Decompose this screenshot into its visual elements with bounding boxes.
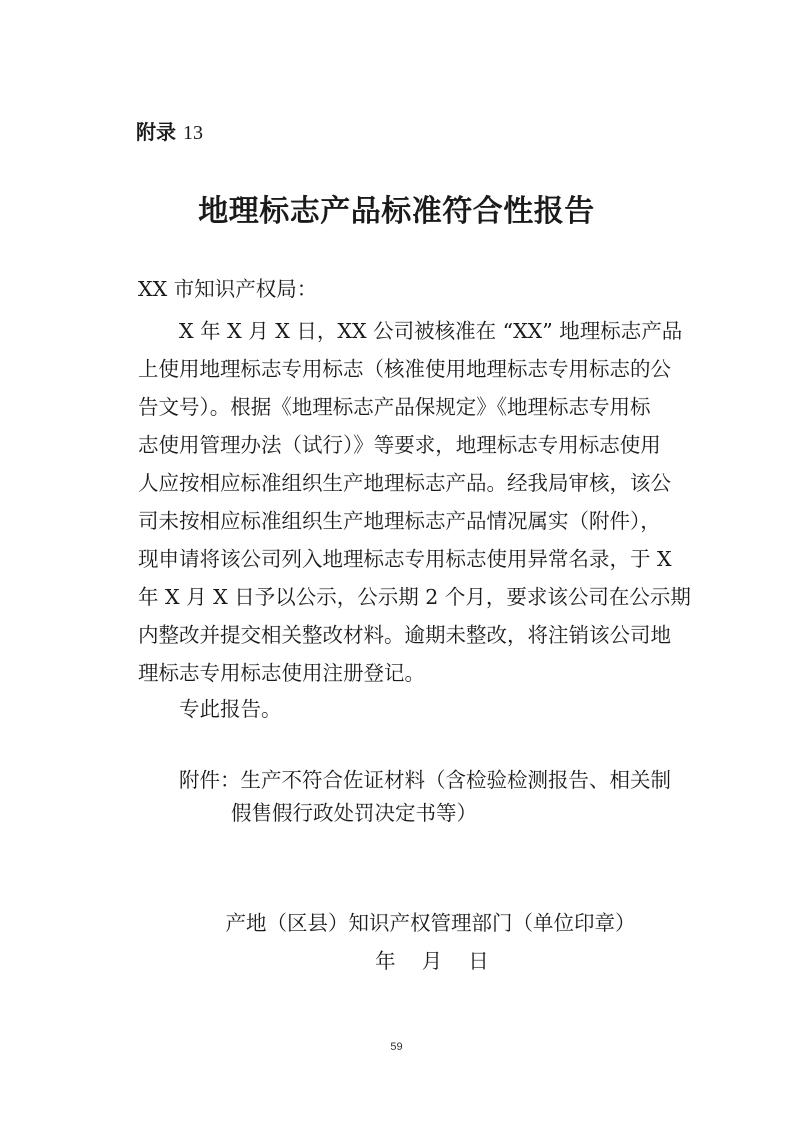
document-title: 地理标志产品标准符合性报告 xyxy=(198,194,595,229)
body-line: 志使用管理办法（试行）》等要求，地理标志专用标志使用 xyxy=(138,433,661,457)
body-paragraph xyxy=(138,312,695,692)
body-line: X 年 X 月 X 日，XX 公司被核准在 “XX” 地理标志产品 xyxy=(179,319,683,343)
attachment-line: 附件：生产不符合佐证材料（含检验检测报告、相关制 xyxy=(179,768,671,792)
attachment-line: 假售假行政处罚决定书等） xyxy=(231,801,477,825)
body-line: 现申请将该公司列入地理标志专用标志使用异常名录，于 X xyxy=(138,547,672,571)
page-number: 59 xyxy=(390,1041,403,1053)
body-line: 理标志专用标志使用注册登记。 xyxy=(138,661,425,685)
body-line: 告文号）。根据《地理标志产品保规定》《地理标志专用标 xyxy=(138,395,651,419)
attachment-note xyxy=(179,764,671,830)
signature-date: 年 月 日 xyxy=(375,949,489,973)
body-line: 内整改并提交相关整改材料。逾期未整改，将注销该公司地 xyxy=(138,623,671,647)
body-line: 司未按相应标准组织生产地理标志产品情况属实（附件）， xyxy=(138,509,661,533)
appendix-number: 13 xyxy=(182,122,203,144)
signature-block: 产地（区县）知识产权管理部门（单位印章） xyxy=(225,911,636,935)
salutation: XX 市知识产权局： xyxy=(138,277,318,301)
appendix-label-text: 附录 xyxy=(136,120,176,144)
body-line: 人应按相应标准组织生产地理标志产品。经我局审核，该公 xyxy=(138,471,671,495)
closing-remark: 专此报告。 xyxy=(179,697,282,721)
body-line: 上使用地理标志专用标志（核准使用地理标志专用标志的公 xyxy=(138,357,671,381)
body-line: 年 X 月 X 日予以公示，公示期 2 个月，要求该公司在公示期 xyxy=(138,585,691,609)
appendix-label xyxy=(136,116,203,145)
